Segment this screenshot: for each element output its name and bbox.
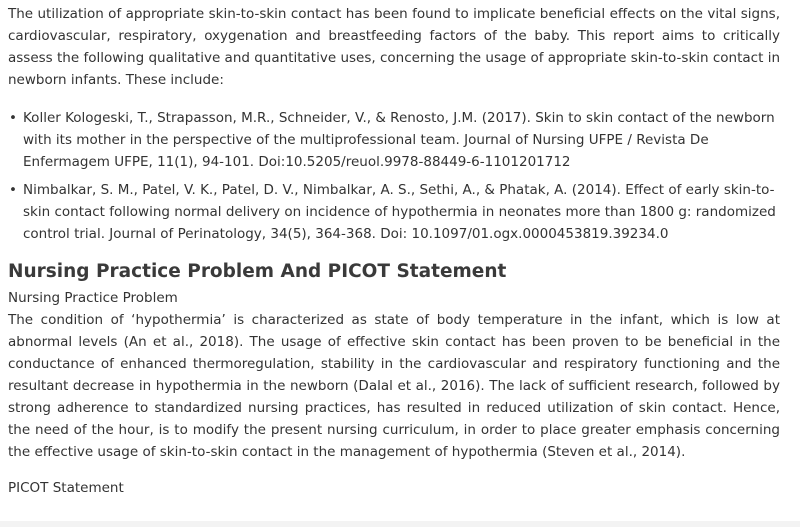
page-bottom-edge: [0, 521, 800, 527]
reference-item: [8, 179, 780, 245]
bullet-icon: •: [9, 182, 17, 198]
reference-list: [8, 107, 780, 245]
problem-paragraph: The condition of ‘hypothermia’ is characterized as state of body temperature in the infant, which is low at abnormal levels (An et al., 2018). The usage of effective skin contact has been proven to be beneficial in the conductance of enhanced thermoregulation, stability in the cardiovascular and respiratory functioning and the resultant decrease in hypothermia in the newborn (Dalal et al., 2016). The lack of sufficient research, followed by strong adherence to standardized nursing practices, has resulted in reduced utilization of skin contact. Hence, the need of the hour, is to modify the present nursing curriculum, in order to place greater emphasis concerning the effective usage of skin-to-skin contact in the management of hypothermia (Steven et al., 2014).: [8, 312, 780, 460]
reference-item: [8, 107, 780, 173]
reference-text: Koller Kologeski, T., Strapasson, M.R., Schneider, V., & Renosto, J.M. (2017). Skin to skin contact of the newborn with its mother in the perspective of the multiprofessional team. Journal of Nursing UFPE / Revista De Enfermagem UFPE, 11(1), 94-101. Doi:10.5205/reuol.9978-88449-6-1101201712: [23, 110, 775, 170]
subheading-practice-problem: Nursing Practice Problem: [8, 290, 178, 306]
reference-text: Nimbalkar, S. M., Patel, V. K., Patel, D. V., Nimbalkar, A. S., Sethi, A., & Phatak, A. (2014). Effect of early skin-to-skin contact following normal delivery on incidence of hypothermia in neonates more than 1800 g: randomized control trial. Journal of Perinatology, 34(5), 364-368. Doi: 10.1097/01.ogx.0000453819.39234.0: [23, 182, 776, 242]
subheading-picot: PICOT Statement: [8, 480, 124, 496]
intro-paragraph: The utilization of appropriate skin-to-skin contact has been found to implicate beneficial effects on the vital signs, cardiovascular, respiratory, oxygenation and breastfeeding factors of the baby. This report aims to critically assess the following qualitative and quantitative uses, concerning the usage of appropriate skin-to-skin contact in newborn infants. These include:: [8, 6, 780, 88]
bullet-icon: •: [9, 110, 17, 126]
section-heading: Nursing Practice Problem And PICOT Statement: [8, 261, 507, 282]
document-page: [8, 3, 780, 499]
